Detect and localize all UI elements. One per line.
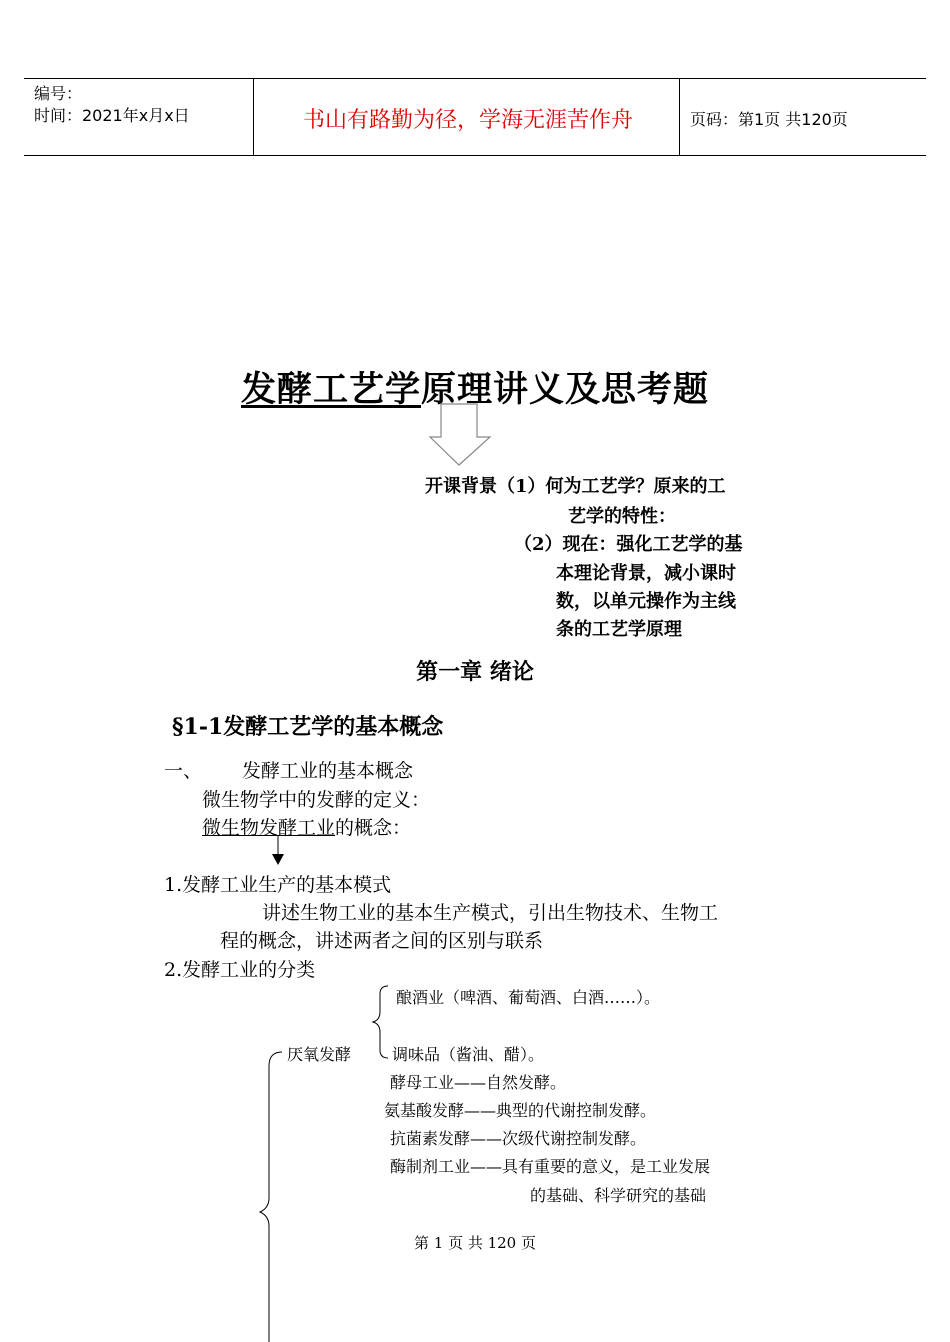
item-1-text: 发酵工业的基本概念 — [242, 760, 414, 782]
background-line-2: 艺学的特性： — [568, 506, 676, 527]
class-amino: 氨基酸发酵——典型的代谢控制发酵。 — [384, 1101, 657, 1120]
paragraph-1-heading: 1.发酵工业生产的基本模式 — [164, 874, 392, 896]
class-brewing: 酿酒业（啤酒、葡萄酒、白酒……）。 — [396, 988, 661, 1007]
class-condiment: 调味品（酱油、醋）。 — [392, 1045, 545, 1064]
paragraph-1-desc-2: 程的概念，讲述两者之间的区别与联系 — [220, 930, 544, 952]
title-rest: 原理讲义及思考题 — [421, 369, 710, 410]
class-enzyme-1: 酶制剂工业——具有重要的意义，是工业发展 — [390, 1157, 711, 1176]
anaerobic-label: 厌氧发酵 — [287, 1045, 352, 1064]
page-header — [24, 78, 926, 156]
concept-rest: 的概念： — [335, 817, 412, 839]
class-enzyme-2: 的基础、科学研究的基础 — [530, 1186, 707, 1205]
paragraph-2-heading: 2.发酵工业的分类 — [164, 959, 316, 981]
chapter-heading: 第一章 绪论 — [416, 659, 534, 685]
item-1-number: 一、 — [164, 760, 203, 782]
header-divider — [253, 79, 254, 155]
background-line-6: 条的工艺学原理 — [556, 619, 682, 640]
large-brace — [256, 1050, 286, 1342]
title-underlined: 发酵工艺学 — [240, 369, 421, 410]
background-line-4: 本理论背景，减小课时 — [556, 563, 736, 584]
concept-line — [202, 813, 411, 840]
concept-underlined: 微生物发酵工业 — [202, 817, 336, 839]
definition-line: 微生物学中的发酵的定义： — [202, 789, 431, 811]
down-arrow-icon — [428, 403, 492, 467]
section-heading: §1-1发酵工艺学的基本概念 — [172, 714, 444, 740]
header-meta — [34, 83, 190, 127]
number-label: 编号： — [34, 84, 83, 103]
page-footer: 第 1 页 共 120 页 — [413, 1234, 536, 1252]
paragraph-1-desc-1: 讲述生物工业的基本生产模式，引出生物技术、生物工 — [262, 902, 719, 924]
class-yeast: 酵母工业——自然发酵。 — [390, 1073, 567, 1092]
date-label: 时间：2021年x月x日 — [34, 106, 190, 125]
class-antibiotic: 抗菌素发酵——次级代谢控制发酵。 — [390, 1129, 647, 1148]
background-line-5: 数，以单元操作为主线 — [556, 591, 736, 612]
header-page-info: 页码：第1页 共120页 — [690, 110, 848, 129]
small-brace — [370, 982, 394, 1062]
background-line-1: 开课背景（1）何为工艺学？原来的工 — [425, 476, 726, 497]
arrow-down-icon — [270, 836, 286, 868]
header-motto: 书山有路勤为径，学海无涯苦作舟 — [302, 108, 633, 133]
background-line-3: （2）现在：强化工艺学的基 — [514, 534, 743, 555]
